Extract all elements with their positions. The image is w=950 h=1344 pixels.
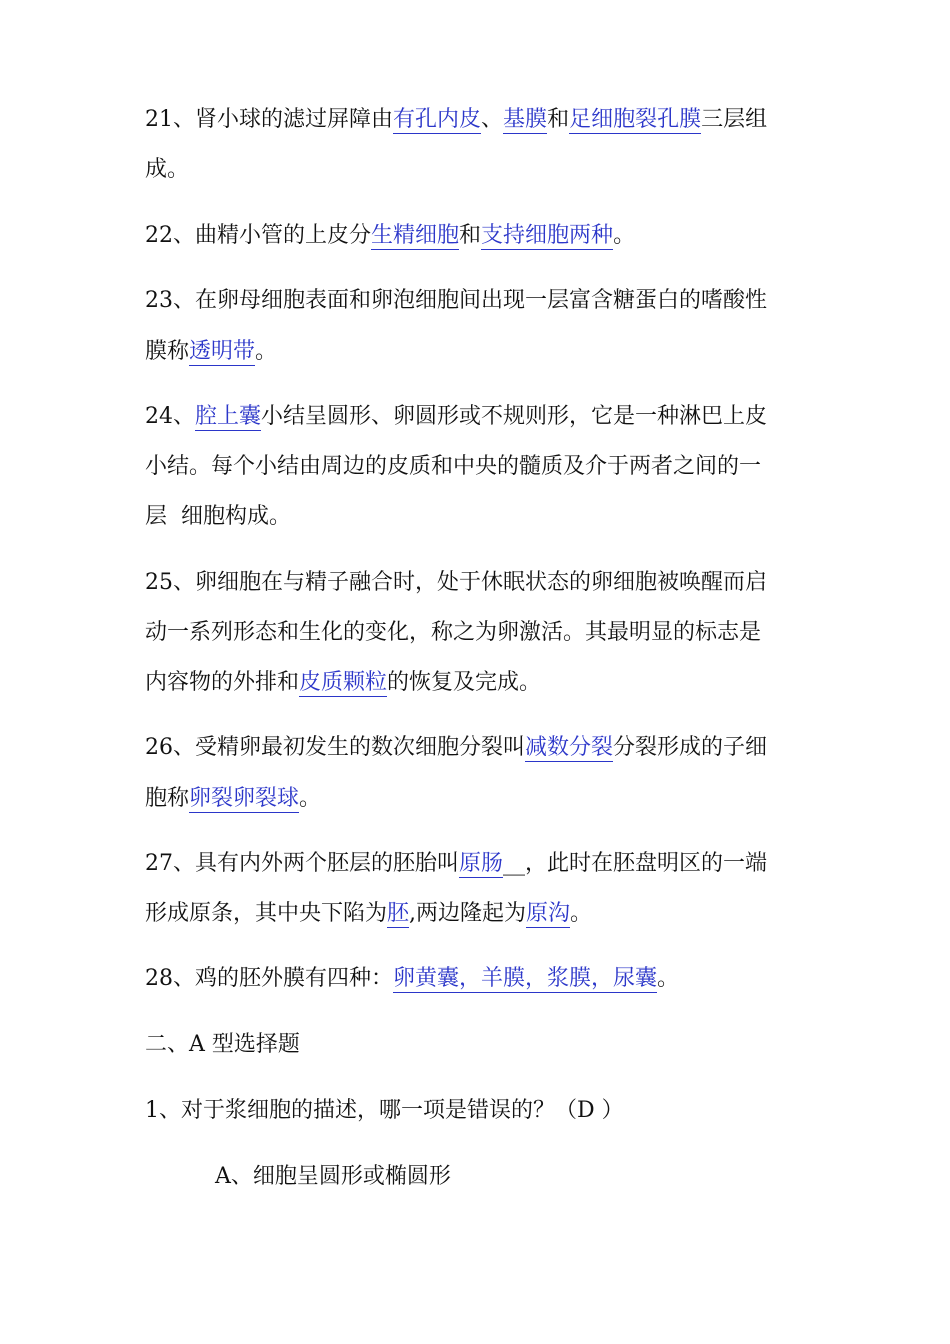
q21-text: 三层组 — [701, 107, 768, 132]
q25-line2 — [145, 618, 761, 648]
q23-line2 — [145, 337, 277, 367]
q28-number: 28、 — [145, 966, 195, 991]
q21-number: 21、 — [145, 107, 195, 132]
mc1-option-a: A、细胞呈圆形或椭圆形 — [215, 1164, 451, 1189]
q21-answer-2: 基膜 — [503, 107, 548, 132]
q25-text: 卵细胞在与精子融合时，处于休眠状态的卵细胞被唤醒而启 — [195, 570, 768, 595]
q28-text: 鸡的胚外膜有四种： — [195, 966, 394, 991]
q21-line2 — [145, 155, 189, 185]
q28-answer-1: 卵黄囊，羊膜，浆膜，尿囊 — [393, 966, 658, 991]
q25-text: 内容物的外排和 — [145, 670, 300, 695]
q21-answer-1: 有孔内皮 — [393, 107, 482, 132]
q27-answer-2: 胚 — [387, 901, 410, 926]
q26-text: 受精卵最初发生的数次细胞分裂叫 — [195, 735, 526, 760]
q26-text: 。 — [299, 786, 322, 811]
q26-answer-2: 卵裂卵裂球 — [189, 786, 300, 811]
q21-line1 — [145, 105, 767, 135]
q23-text: 在卵母细胞表面和卵泡细胞间出现一层富含糖蛋白的嗜酸性 — [195, 288, 768, 313]
q23-number: 23、 — [145, 288, 195, 313]
q22-answer-2: 支持细胞两种 — [481, 223, 614, 248]
q24-text: 小结呈圆形、卵圆形或不规则形，它是一种淋巴上皮 — [261, 404, 768, 429]
q22-number: 22、 — [145, 223, 195, 248]
q24-line3 — [145, 502, 291, 532]
q27-text: __，此时在胚盘明区的一端 — [503, 851, 768, 876]
q21-answer-3: 足细胞裂孔膜 — [569, 107, 702, 132]
q26-line1 — [145, 733, 767, 763]
q24-number: 24、 — [145, 404, 195, 429]
q24-text: 层 细胞构成。 — [145, 504, 291, 529]
q21-text: 肾小球的滤过屏障由 — [195, 107, 394, 132]
q27-answer-1: 原肠 — [459, 851, 504, 876]
q25-answer-1: 皮质颗粒 — [299, 670, 388, 695]
q27-text: 形成原条，其中央下陷为 — [145, 901, 388, 926]
q28-text: 。 — [657, 966, 680, 991]
q21-text: 、 — [481, 107, 504, 132]
q24-line2 — [145, 452, 761, 482]
q26-text: 分裂形成的子细 — [613, 735, 768, 760]
q22-answer-1: 生精细胞 — [371, 223, 460, 248]
q22-line1 — [145, 221, 635, 251]
mc1-number: 1、 — [145, 1098, 181, 1123]
q24-answer-1: 腔上囊 — [195, 404, 262, 429]
q25-line3 — [145, 668, 541, 698]
q27-text: 具有内外两个胚层的胚胎叫 — [195, 851, 460, 876]
q22-text: 。 — [613, 223, 636, 248]
q25-line1 — [145, 568, 767, 598]
q25-number: 25、 — [145, 570, 195, 595]
q24-line1 — [145, 402, 767, 432]
q25-text: 动一系列形态和生化的变化，称之为卵激活。其最明显的标志是 — [145, 620, 762, 645]
q23-answer-1: 透明带 — [189, 339, 256, 364]
mc1-text: 对于浆细胞的描述，哪一项是错误的？（D ） — [181, 1098, 624, 1123]
q27-line2 — [145, 899, 592, 929]
section-heading: 二、A 型选择题 — [145, 1032, 300, 1057]
q27-text: 。 — [570, 901, 593, 926]
q26-answer-1: 减数分裂 — [525, 735, 614, 760]
q22-text: 和 — [459, 223, 482, 248]
q22-text: 曲精小管的上皮分 — [195, 223, 372, 248]
q23-line1 — [145, 286, 767, 316]
q21-text: 和 — [547, 107, 570, 132]
q23-text: 膜称 — [145, 339, 190, 364]
q23-text: 。 — [255, 339, 278, 364]
q24-text: 小结。每个小结由周边的皮质和中央的髓质及介于两者之间的一 — [145, 454, 762, 479]
q27-number: 27、 — [145, 851, 195, 876]
q26-number: 26、 — [145, 735, 195, 760]
q25-text: 的恢复及完成。 — [387, 670, 542, 695]
q27-line1 — [145, 849, 767, 879]
q21-text: 成。 — [145, 157, 190, 182]
q26-text: 胞称 — [145, 786, 190, 811]
q28-line1 — [145, 964, 679, 994]
q27-answer-3: 原沟 — [526, 901, 571, 926]
q26-line2 — [145, 784, 321, 814]
q27-text: ,两边隆起为 — [409, 901, 527, 926]
mc1-question — [145, 1096, 624, 1126]
